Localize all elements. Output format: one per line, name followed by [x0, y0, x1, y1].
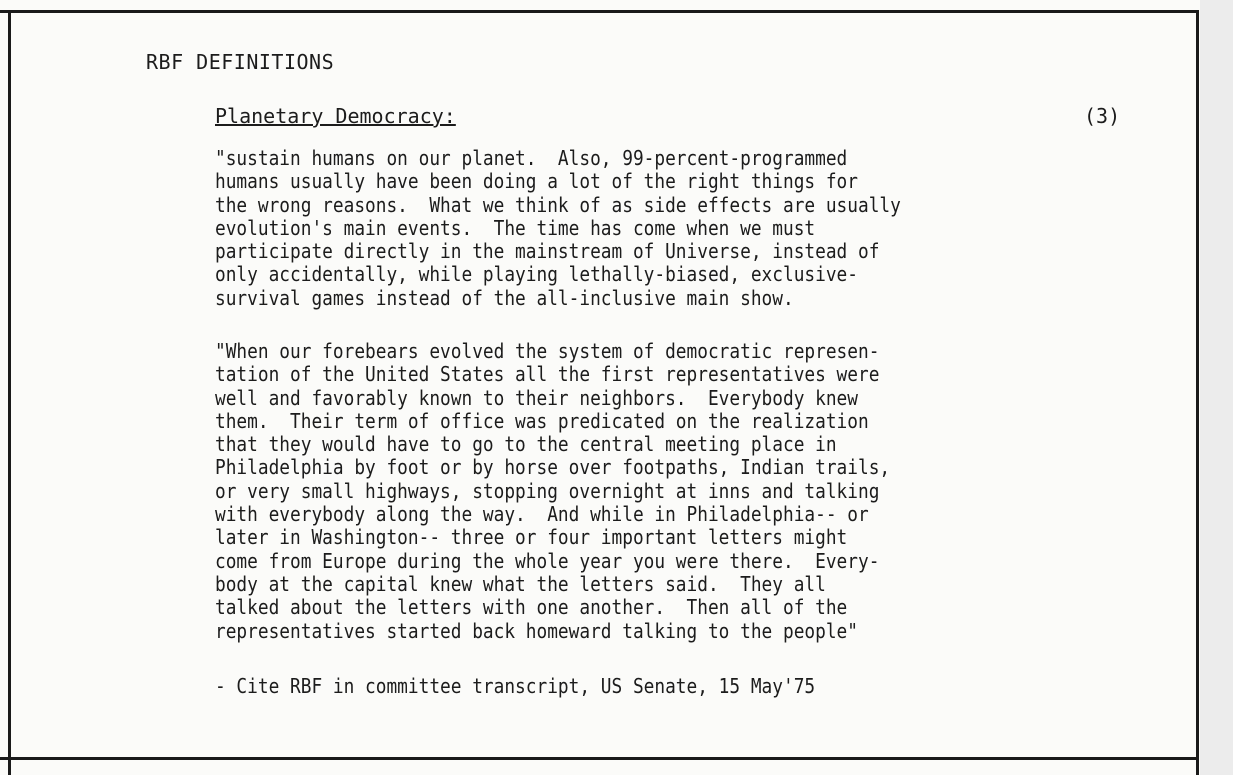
card-border-top	[0, 10, 1198, 13]
quote-paragraph-2: "When our forebears evolved the system of democratic represen- tation of the United States all the first representatives were well and favorably known to their neighbors. Everybody knew them. Their term of office was predicated on the realization that they would have to go to the central meeting place in Philadelphia by foot or by horse over footpaths, Indian trails, or very small highways, stopping overnight at inns and talking with everybody along the way. And while in Philadelphia-- or later in Washington-- three or four important letters might come from Europe during the whole year you were there. Every- body at the capital knew what the letters said. They all talked about the letters with one another. Then all of the representatives started back homeward talking to the people"	[215, 339, 891, 643]
card-border-bottom	[0, 757, 1198, 760]
card-border-left	[8, 10, 11, 775]
definition-title: Planetary Democracy:	[215, 104, 456, 128]
page-number: (3)	[1084, 104, 1121, 128]
citation: - Cite RBF in committee transcript, US Senate, 15 May'75	[215, 674, 816, 698]
card-border-right	[1196, 10, 1199, 775]
quote-paragraph-1: "sustain humans on our planet. Also, 99-percent-programmed humans usually have been doing a lot of the right things for the wrong reasons. What we think of as side effects are usually evolution's main events. The time has come when we must participate directly in the mainstream of Universe, instead of only accidentally, while playing lethally-biased, exclusive- survival games instead of the all-inclusive main show.	[215, 146, 901, 310]
scan-margin-strip	[1200, 0, 1233, 775]
document-heading: RBF DEFINITIONS	[146, 50, 335, 74]
